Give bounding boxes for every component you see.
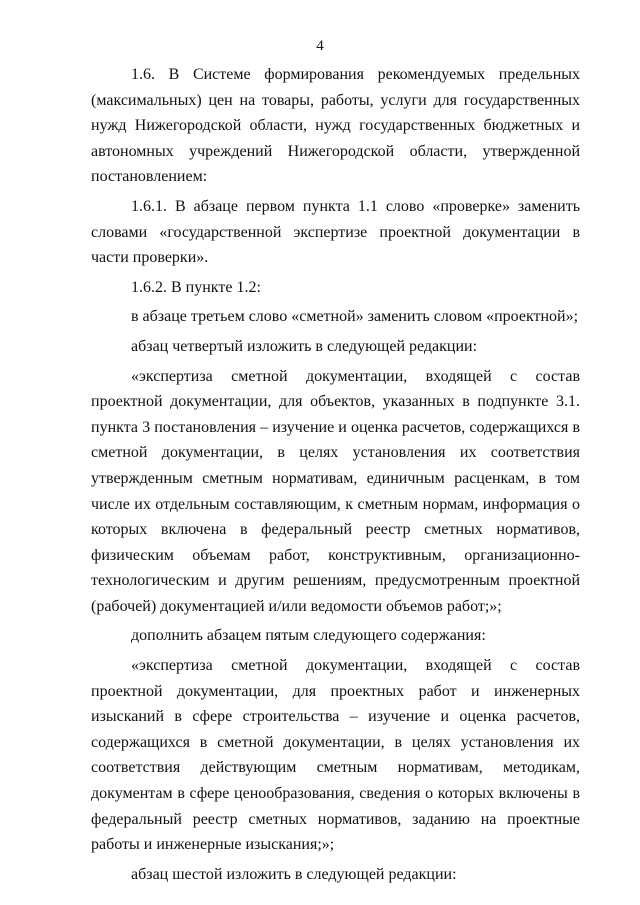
paragraph-1-6: 1.6. В Системе формирования рекомендуемых предельных (максимальных) цен на товары, работы, услуги для государственных нужд Нижегородской области, нужд государственных бюджетных и автономных учреждений Нижегородской области, утвержденной постановлением:	[91, 66, 580, 186]
paragraph-quote-fourth: «экспертиза сметной документации, входящей с состав проектной документации, для объектов, указанных в подпункте 3.1. пункта 3 постановления – изучение и оценка расчетов, содержащихся в сметной документации, в целях установления их соответствия утвержденным сметным нормативам, единичным расценкам, в том числе их отдельным составляющим, к сметным нормам, информация о которых включена в федеральный реестр сметных нормативов, физическим объемам работ, конструктивным, организационно-технологическим и другим решениям, предусмотренным проектной (рабочей) документацией и/или ведомости объемов работ;»;	[91, 367, 580, 615]
paragraph-amend-third: в абзаце третьем слово «сметной» заменить словом «проектной»;	[131, 308, 579, 326]
page-number: 4	[316, 38, 324, 54]
paragraph-amend-sixth-intro: абзац шестой изложить в следующей редакции:	[131, 865, 457, 883]
paragraph-amend-fourth-intro: абзац четвертый изложить в следующей редакции:	[131, 337, 478, 355]
paragraph-1-6-2: 1.6.2. В пункте 1.2:	[131, 278, 261, 296]
paragraph-add-fifth-intro: дополнить абзацем пятым следующего содержания:	[131, 627, 486, 645]
document-body	[91, 62, 580, 891]
paragraph-1-6-1: 1.6.1. В абзаце первом пункта 1.1 слово «проверке» заменить словами «государственной экспертизе проектной документации в части проверки».	[91, 197, 580, 267]
paragraph-quote-fifth: «экспертиза сметной документации, входящей с состав проектной документации, для проектных работ и инженерных изысканий в сфере строительства – изучение и оценка расчетов, содержащихся в сметной документации, в целях установления их соответствия действующим сметным нормативам, методикам, документам в сфере ценообразования, сведения о которых включены в федеральный реестр сметных нормативов, заданию на проектные работы и инженерные изыскания;»;	[91, 657, 580, 854]
